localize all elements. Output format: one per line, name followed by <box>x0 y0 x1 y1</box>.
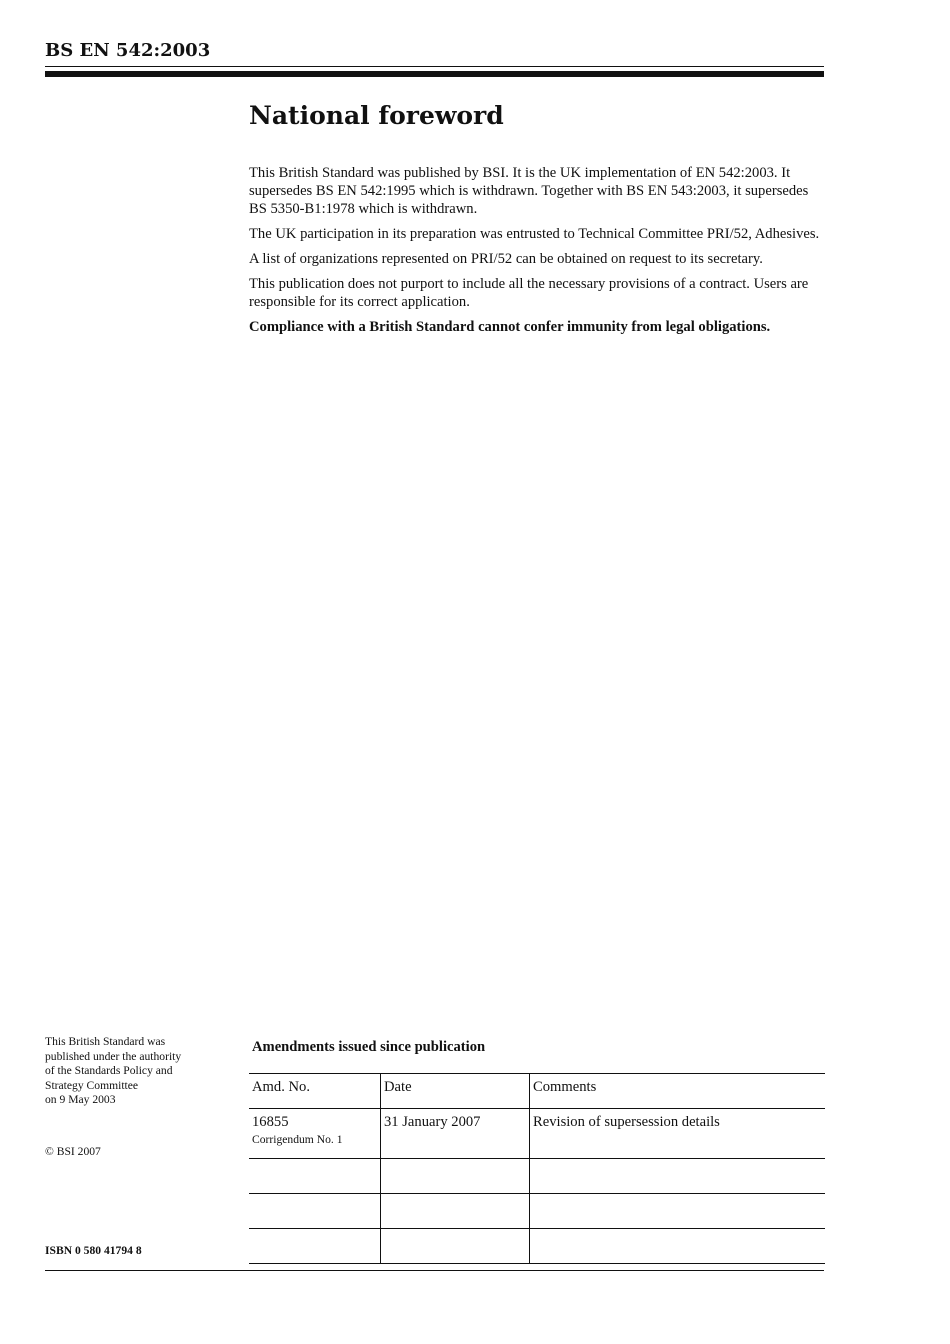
empty-cell <box>530 1159 826 1194</box>
empty-cell <box>530 1229 826 1264</box>
amd-no-cell <box>249 1109 381 1159</box>
column-header-amd-no: Amd. No. <box>249 1074 381 1109</box>
empty-cell <box>381 1194 530 1229</box>
publication-note-line: on 9 May 2003 <box>45 1093 116 1107</box>
publication-note-line: published under the authority <box>45 1049 182 1063</box>
amendments-heading: Amendments issued since publication <box>252 1039 486 1055</box>
empty-cell <box>381 1229 530 1264</box>
publication-note-line: Strategy Committee <box>45 1078 139 1092</box>
column-header-comments: Comments <box>530 1074 826 1109</box>
empty-table-row <box>249 1194 825 1229</box>
foreword-paragraph: A list of organizations represented on PRI/52 can be obtained on request to its secretary. <box>249 251 763 267</box>
foreword-paragraph: The UK participation in its preparation was entrusted to Technical Committee PRI/52, Adhesives. <box>249 226 820 242</box>
foreword-paragraph: This publication does not purport to include all the necessary provisions of a contract. Users are responsible for its correct application. <box>249 276 809 310</box>
column-header-date: Date <box>381 1074 530 1109</box>
header-thick-rule <box>45 71 824 77</box>
amendments-table <box>249 1073 825 1264</box>
foreword-paragraph: This British Standard was published by BSI. It is the UK implementation of EN 542:2003. It supersedes BS EN 542:1995 which is withdrawn. Together with BS EN 543:2003, it supersedes BS 5350-B1:1978 which is withdrawn. <box>249 165 809 217</box>
publication-note <box>45 1035 235 1108</box>
foreword-body <box>249 164 829 343</box>
empty-cell <box>381 1159 530 1194</box>
empty-cell <box>249 1194 381 1229</box>
table-row <box>249 1109 825 1159</box>
compliance-statement: Compliance with a British Standard cannot confer immunity from legal obligations. <box>249 319 771 335</box>
isbn-number: ISBN 0 580 41794 8 <box>45 1244 142 1257</box>
publication-note-line: This British Standard was <box>45 1035 166 1048</box>
empty-table-row <box>249 1229 825 1264</box>
amd-corrigendum-label: Corrigendum No. 1 <box>252 1133 343 1146</box>
amd-no-value: 16855 <box>252 1114 289 1130</box>
comments-cell: Revision of supersession details <box>530 1109 826 1159</box>
date-cell: 31 January 2007 <box>381 1109 530 1159</box>
copyright-notice: © BSI 2007 <box>45 1145 101 1158</box>
document-id: BS EN 542:2003 <box>45 40 211 61</box>
empty-cell <box>530 1194 826 1229</box>
publication-note-line: of the Standards Policy and <box>45 1064 173 1078</box>
empty-cell <box>249 1159 381 1194</box>
table-header-row <box>249 1074 825 1109</box>
empty-cell <box>249 1229 381 1264</box>
page-title: National foreword <box>249 101 504 130</box>
footer-rule <box>45 1270 824 1271</box>
empty-table-row <box>249 1159 825 1194</box>
header-thin-rule <box>45 66 824 67</box>
